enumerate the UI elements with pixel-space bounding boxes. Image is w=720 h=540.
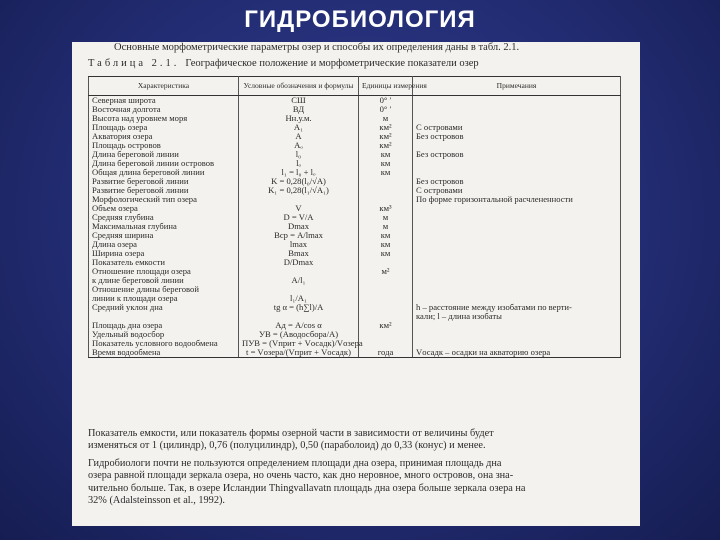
table-row	[89, 204, 621, 213]
cell-formula: K = 0,28(l₀/√A)	[239, 177, 359, 186]
table-caption-label: Таблица 2.1.	[88, 58, 180, 69]
cell-notes	[413, 96, 621, 106]
cell-units	[359, 186, 413, 195]
cell-formula: V	[239, 204, 359, 213]
cell-characteristic: Длина береговой линии	[89, 150, 239, 159]
cell-units: км	[359, 249, 413, 258]
table-caption-text: Географическое положение и морфометрические показатели озер	[185, 58, 479, 69]
cell-characteristic: к длине береговой линии	[89, 276, 239, 285]
cell-units: км²	[359, 141, 413, 150]
cell-units: км	[359, 150, 413, 159]
cell-notes: Без островов	[413, 132, 621, 141]
cell-units	[359, 276, 413, 285]
cell-characteristic: Площадь островов	[89, 141, 239, 150]
table-row	[89, 222, 621, 231]
cell-units	[359, 303, 413, 312]
cell-formula: Bср = A/lmax	[239, 231, 359, 240]
cell-formula: A/l₁	[239, 276, 359, 285]
cell-formula: Aₒ	[239, 141, 359, 150]
cell-characteristic: Акватория озера	[89, 132, 239, 141]
cell-units: км	[359, 168, 413, 177]
paragraph-line: Показатель емкости, или показатель формы озерной части в зависимости от величины будет	[88, 428, 494, 439]
cell-notes	[413, 321, 621, 330]
header-units: Единицы измерения	[359, 77, 413, 96]
cell-notes	[413, 204, 621, 213]
cell-characteristic: Показатель условного водообмена	[89, 339, 239, 348]
cell-units: м	[359, 222, 413, 231]
cell-characteristic: Площадь озера	[89, 123, 239, 132]
cell-notes	[413, 285, 621, 294]
cell-characteristic: Длина береговой линии островов	[89, 159, 239, 168]
cell-units: км	[359, 231, 413, 240]
paragraph-capacity	[88, 428, 620, 453]
cell-formula: lmax	[239, 240, 359, 249]
intro-sentence: Основные морфометрические параметры озер и способы их определения даны в табл. 2.1.	[114, 42, 520, 53]
cell-formula: УВ = (Aводосбора/A)	[239, 330, 359, 339]
table-row	[89, 231, 621, 240]
cell-notes: кали; l – длина изобаты	[413, 312, 621, 321]
cell-formula: ВД	[239, 105, 359, 114]
cell-formula: Aд = A/cos α	[239, 321, 359, 330]
cell-notes	[413, 222, 621, 231]
paragraph-line: 32% (Adalsteinsson et al., 1992).	[88, 495, 225, 507]
cell-formula: ПУВ = (Vприт + Vосадк)/Vозера	[239, 339, 359, 348]
cell-characteristic: Средняя ширина	[89, 231, 239, 240]
cell-units: км³	[359, 204, 413, 213]
cell-characteristic: Средняя глубина	[89, 213, 239, 222]
cell-notes	[413, 258, 621, 267]
header-characteristic: Характеристика	[89, 77, 239, 96]
cell-characteristic: Общая длина береговой линии	[89, 168, 239, 177]
table-row	[89, 303, 621, 312]
cell-characteristic: Объем озера	[89, 204, 239, 213]
cell-units: 0° ′	[359, 96, 413, 106]
cell-notes: Без островов	[413, 150, 621, 159]
cell-formula: l₁/A₁	[239, 294, 359, 303]
morphometry-table	[88, 76, 621, 358]
cell-formula: l₁ = l₀ + lₒ	[239, 168, 359, 177]
cell-notes	[413, 267, 621, 276]
cell-characteristic: Длина озера	[89, 240, 239, 249]
paragraph-line: чительно больше. Так, в озере Исландии Thingvallavatn площадь дна озера больше зеркала озера на	[88, 482, 526, 494]
cell-characteristic: Отношение длины береговой	[89, 285, 239, 294]
table-row	[89, 123, 621, 132]
table-row	[89, 240, 621, 249]
cell-notes	[413, 276, 621, 285]
cell-characteristic: Площадь дна озера	[89, 321, 239, 330]
cell-formula: СШ	[239, 96, 359, 106]
cell-units: м²	[359, 267, 413, 276]
cell-units: года	[359, 348, 413, 358]
table-header-row	[89, 77, 621, 96]
table-row	[89, 132, 621, 141]
cell-formula: l₀	[239, 150, 359, 159]
cell-formula: A₁	[239, 123, 359, 132]
table-row	[89, 96, 621, 106]
cell-characteristic: Средний уклон дна	[89, 303, 239, 312]
cell-units: 0° ′	[359, 105, 413, 114]
cell-notes	[413, 231, 621, 240]
cell-units: км²	[359, 123, 413, 132]
cell-notes: С островами	[413, 123, 621, 132]
cell-units: км	[359, 159, 413, 168]
header-notes: Примечания	[413, 77, 621, 96]
table-row	[89, 249, 621, 258]
cell-units: км	[359, 240, 413, 249]
cell-notes	[413, 159, 621, 168]
cell-characteristic: Отношение площади озера	[89, 267, 239, 276]
cell-formula: D = V/A	[239, 213, 359, 222]
table-row	[89, 321, 621, 330]
cell-notes: Без островов	[413, 177, 621, 186]
cell-notes: h – расстояние между изобатами по верти-	[413, 303, 621, 312]
cell-notes: Vосадк – осадки на акваторию озера	[413, 348, 621, 358]
cell-formula: lₒ	[239, 159, 359, 168]
header-formula: Условные обозначения и формулы	[239, 77, 359, 96]
cell-characteristic: Максимальная глубина	[89, 222, 239, 231]
cell-formula: t = Vозера/(Vприт + Vосадк)	[239, 348, 359, 358]
cell-notes	[413, 240, 621, 249]
cell-units: м	[359, 213, 413, 222]
cell-characteristic: линии к площади озера	[89, 294, 239, 303]
cell-formula: Dmax	[239, 222, 359, 231]
cell-notes: С островами	[413, 186, 621, 195]
cell-characteristic: Время водообмена	[89, 348, 239, 358]
cell-characteristic: Развитие береговой линии	[89, 177, 239, 186]
paragraph-bottom-area	[88, 458, 620, 508]
cell-notes	[413, 213, 621, 222]
cell-units	[359, 330, 413, 339]
paragraph-line: озера равной площади зеркала озера, но очень часто, как дно неровное, много островов, она зна-	[88, 470, 514, 482]
cell-characteristic: Морфологический тип озера	[89, 195, 239, 204]
cell-characteristic: Высота над уровнем моря	[89, 114, 239, 123]
cell-notes	[413, 330, 621, 339]
cell-characteristic: Показатель емкости	[89, 258, 239, 267]
table-row	[89, 195, 621, 204]
cell-notes	[413, 249, 621, 258]
cell-formula: D/Dmax	[239, 258, 359, 267]
cell-units	[359, 177, 413, 186]
cell-formula: Bmax	[239, 249, 359, 258]
cell-units: км²	[359, 321, 413, 330]
cell-units: м	[359, 114, 413, 123]
cell-units	[359, 294, 413, 303]
cell-characteristic: Восточная долгота	[89, 105, 239, 114]
slide-title: ГИДРОБИОЛОГИЯ	[244, 6, 476, 33]
cell-characteristic: Развитие береговой линии	[89, 186, 239, 195]
paragraph-line: изменяться от 1 (цилиндр), 0,76 (полуцилиндр), 0,50 (параболоид) до 0,33 (конус) и менее.	[88, 440, 486, 452]
document-page	[72, 42, 640, 526]
cell-formula: tg α = (h∑l)/A	[239, 303, 359, 312]
table-row	[89, 348, 621, 358]
cell-characteristic: Северная широта	[89, 96, 239, 106]
table-row	[89, 312, 621, 321]
table-row	[89, 114, 621, 123]
cell-units: км²	[359, 132, 413, 141]
cell-notes: По форме горизонтальной расчлененности	[413, 195, 621, 204]
cell-characteristic: Удельный водосбор	[89, 330, 239, 339]
cell-formula: A	[239, 132, 359, 141]
cell-units	[359, 285, 413, 294]
table-body	[89, 96, 621, 358]
cell-notes	[413, 105, 621, 114]
cell-formula: K₁ = 0,28(l₁/√A₁)	[239, 186, 359, 195]
paragraph-line: Гидробиологи почти не пользуются определением площади дна озера, принимая площадь дна	[88, 458, 502, 469]
cell-formula: Нн.у.м.	[239, 114, 359, 123]
cell-characteristic: Ширина озера	[89, 249, 239, 258]
table-caption	[88, 58, 479, 69]
